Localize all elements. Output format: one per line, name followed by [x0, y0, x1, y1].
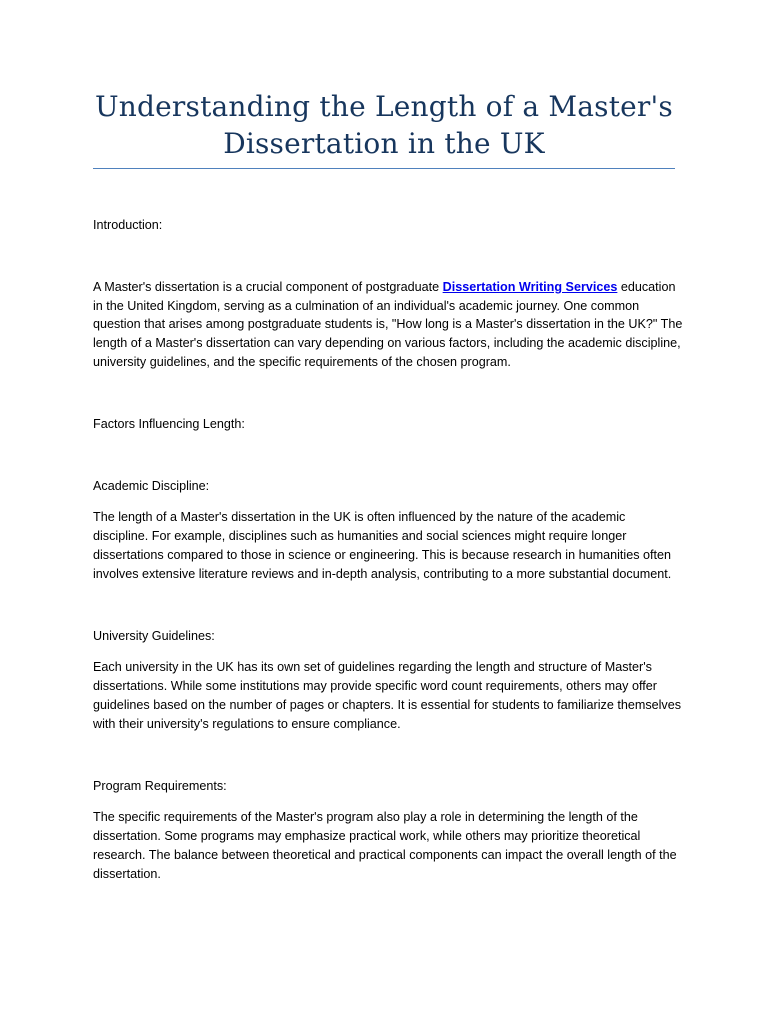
intro-text-end: education in the United Kingdom, serving as a culmination of an individual's academic journey. One common question that arises among postgraduate students is, "How long is a Master's dissertation in the UK?" The length of a Master's dissertation can vary depending on various factors, including the academic discipline, university guidelines, and the specific requirements of the chosen program. [93, 279, 683, 369]
factors-heading: Factors Influencing Length: [93, 416, 245, 431]
intro-heading: Introduction: [93, 218, 163, 232]
dissertation-services-link[interactable]: Dissertation Writing Services [442, 279, 618, 294]
intro-paragraph [93, 278, 683, 372]
university-heading: University Guidelines: [93, 628, 215, 643]
intro-text-start: A Master's dissertation is a crucial component of postgraduate [93, 279, 443, 294]
title-block [93, 88, 675, 169]
title-line-1: Understanding the Length of a Master's [95, 90, 673, 123]
program-paragraph: The specific requirements of the Master's program also play a role in determining the length of the dissertation. Some programs may emphasize practical work, while others may prioritize theoretical research. The balance between theoretical and practical components can impact the overall length of the dissertation. [93, 810, 677, 881]
university-paragraph: Each university in the UK has its own set of guidelines regarding the length and structure of Master's dissertations. While some institutions may provide specific word count requirements, others may offer guidelines based on the number of pages or chapters. It is essential for students to familiarize themselves with their university's regulations to ensure compliance. [93, 660, 682, 731]
title-line-2: Dissertation in the UK [223, 127, 545, 160]
document-body [93, 216, 683, 884]
academic-heading: Academic Discipline: [93, 478, 210, 493]
academic-paragraph: The length of a Master's dissertation in the UK is often influenced by the nature of the academic discipline. For example, disciplines such as humanities and social sciences might require longer dissertations compared to those in science or engineering. This is because research in humanities often involves extensive literature reviews and in-depth analysis, contributing to a more substantial document. [93, 510, 672, 581]
program-heading: Program Requirements: [93, 778, 227, 793]
page-title [93, 88, 675, 162]
